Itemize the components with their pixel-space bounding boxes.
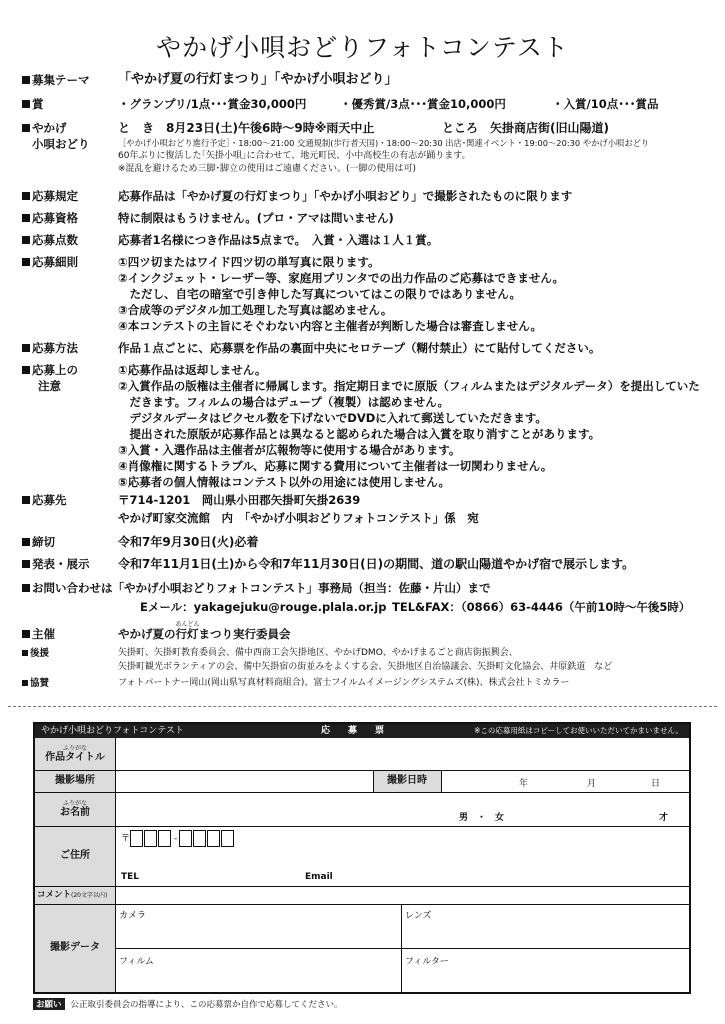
event-note: ※混乱を避けるため三脚･脚立の使用はご遠慮ください。(一脚の使用は可) <box>118 164 417 174</box>
notes-line: ①応募作品は返却しません。 <box>118 363 267 377</box>
method-label: 応募方法 <box>32 341 78 355</box>
comment-label: コメント <box>37 889 72 900</box>
details-line: ④本コンテストの主旨にそぐわない内容と主催者が判断した場合は審査しません。 <box>118 319 542 333</box>
details-line: ①四ツ切またはワイド四ツ切の単写真に限ります。 <box>118 255 380 269</box>
destination-label: 応募先 <box>32 493 67 507</box>
bullet-square-icon <box>22 366 30 374</box>
eligibility-value: 特に制限はもうけません。(プロ・アマは問いません) <box>118 211 394 225</box>
bullet-square-icon <box>22 538 30 546</box>
method-value: 作品１点ごとに、応募票を作品の裏面中央にセロテープ（糊付禁止）にて貼付してください。 <box>118 341 601 355</box>
details-line: ただし、自宅の暗室で引き伸した写真についてはこの限りではありません。 <box>118 287 521 301</box>
bullet-square-icon <box>22 630 30 638</box>
support-line: 矢掛町、矢掛町教育委員会、備中西商工会矢掛地区、やかげDMO、やかげまるごと商店街振興会、 <box>118 648 518 658</box>
event-desc: 60年ぶりに復活した｢矢掛小唄｣に合わせて、地元町民、小中高校生の有志が踊ります。 <box>118 151 471 161</box>
notes-line: ②入賞作品の版権は主催者に帰属します。指定期日までに原版（フィルムまたはデジタルデータ）を提出していた <box>118 379 700 393</box>
bullet-square-icon <box>22 192 30 200</box>
event-label-1: やかげ <box>32 121 67 135</box>
place-label-cell <box>35 770 115 792</box>
deadline-label: 締切 <box>32 535 55 549</box>
rule-value: 応募作品は「やかげ夏の行灯まつり」「やかげ小唄おどり」で撮影されたものに限ります <box>118 189 573 203</box>
bullet-square-icon <box>22 124 30 132</box>
bullet-square-icon <box>22 258 30 266</box>
title-label-cell: ふりがな 作品タイトル <box>35 738 115 770</box>
place-input[interactable] <box>116 771 372 791</box>
gender-choice[interactable]: 男 ・ 女 <box>459 813 505 823</box>
age-unit: 才 <box>659 813 669 823</box>
form-header-title: やかげ小唄おどりフォトコンテスト <box>41 726 184 736</box>
sponsor-label: 協賛 <box>30 678 50 689</box>
notes-line: ③入賞・入選作品は主催者が広報物等に使用する場合があります。 <box>118 443 461 457</box>
tel-label: TEL <box>121 872 140 882</box>
notes-line: だきます。フィルムの場合はデュープ（複製）は認めません。 <box>118 395 449 409</box>
notes-line: 提出された原版が応募作品とは異なると認められた場合は入賞を取り消すことがあります。 <box>118 427 601 441</box>
data-label: 撮影データ <box>50 942 100 953</box>
email-label: Email <box>305 872 333 882</box>
count-value: 応募者1名様につき作品は5点まで。 入賞・入選は１人１賞。 <box>118 233 439 247</box>
entry-form <box>33 722 691 994</box>
contact-line: お問い合わせは「やかげ小唄おどりフォトコンテスト」事務局（担当：佐藤・片山）まで <box>32 581 491 595</box>
prize-grand: ・グランプリ/1点･･･賞金30,000円 <box>118 97 307 111</box>
title-input[interactable] <box>116 739 688 769</box>
organizer-ruby: あんどん <box>175 621 200 628</box>
bullet-square-icon <box>22 236 30 244</box>
filter-label: フィルター <box>405 957 449 967</box>
event-place: ところ 矢掛商店街(旧山陽道) <box>442 121 609 135</box>
place-label: 撮影場所 <box>55 775 95 786</box>
comment-note: (20文字以内) <box>71 891 108 899</box>
prize-label: 賞 <box>32 97 44 111</box>
page-title: やかげ小唄おどりフォトコンテスト <box>156 33 569 62</box>
bullet-square-icon <box>22 560 30 568</box>
form-header-center: 応 募 票 <box>321 726 385 736</box>
destination-office: やかげ町家交流館 内 「やかげ小唄おどりフォトコンテスト」係 宛 <box>118 511 479 525</box>
address-label-cell <box>35 826 115 886</box>
postal-mark: 〒 <box>121 834 131 844</box>
contact-tel: TEL&FAX：（0866）63-4446（午前10時〜午後5時） <box>392 600 691 614</box>
theme-label: 募集テーマ <box>32 73 90 87</box>
theme-value: 「やかげ夏の行灯まつり」「やかげ小唄おどり」 <box>118 72 398 87</box>
footer-note <box>33 998 343 1010</box>
deadline-value: 令和7年9月30日(火)必着 <box>118 535 259 549</box>
support-label: 後援 <box>30 648 50 659</box>
prize-entry: ・入賞/10点･･･賞品 <box>552 97 659 111</box>
camera-label: カメラ <box>119 911 147 921</box>
destination-address: 〒714-1201 岡山県小田郡矢掛町矢掛2639 <box>118 493 361 507</box>
footer-text: 公正取引委員会の指導により、この応募票か自作で応募してください。 <box>70 1000 343 1010</box>
name-label: お名前 <box>60 806 90 818</box>
date-label: 撮影日時 <box>387 775 427 786</box>
footer-tag: お願い <box>33 998 65 1010</box>
bullet-square-icon <box>22 214 30 222</box>
organizer-label: 主催 <box>32 627 55 641</box>
notes-line: デジタルデータはピクセル数を下げないでDVDに入れて郵送していただきます。 <box>118 411 547 425</box>
bullet-square-icon <box>22 100 30 108</box>
title-label: 作品タイトル <box>45 751 105 763</box>
notes-label-2: 注意 <box>38 379 61 393</box>
film-label: フィルム <box>119 957 154 967</box>
bullet-square-icon <box>22 584 30 592</box>
postal-code-boxes[interactable]: 〒 - <box>121 830 235 847</box>
notes-label-1: 応募上の <box>32 363 78 377</box>
notes-line: ⑤応募者の個人情報はコンテスト以外の用途には使用しません。 <box>118 475 450 489</box>
address-label: ご住所 <box>60 850 90 861</box>
exhibit-value: 令和7年11月1日(土)から令和7年11月30日(日)の期間、道の駅山陽道やかげ宿で展示します。 <box>118 557 635 571</box>
details-line: ③合成等のデジタル加工処理した写真は認めません。 <box>118 303 393 317</box>
contact-email: Eメール：yakagejuku@rouge.plala.or.jp <box>140 600 387 614</box>
rule-label: 応募規定 <box>32 189 78 203</box>
form-header-note: ※この応募用紙はコピーしてお使いいただいてかまいません。 <box>474 726 683 735</box>
name-label-cell: ふりがな お名前 <box>35 792 115 826</box>
lens-label: レンズ <box>405 911 432 921</box>
date-year: 年 <box>519 779 529 789</box>
bullet-square-icon <box>22 344 30 352</box>
event-schedule: ［やかげ小唄おどり進行予定］・18:00〜21:00 交通規制(歩行者天国)・18:00〜20:30 出店･関連イベント・19:00〜20:30 やかげ小唄おどり <box>118 138 650 148</box>
comment-label-cell <box>35 886 115 904</box>
bullet-square-icon <box>22 496 30 504</box>
form-header <box>35 724 689 738</box>
details-line: ②インクジェット・レーザー等、家庭用プリンタでの出力作品のご応募はできません。 <box>118 271 565 285</box>
date-month: 月 <box>587 779 597 789</box>
bullet-square-icon <box>22 650 28 656</box>
bullet-square-icon <box>22 76 30 84</box>
cut-line <box>8 706 717 707</box>
organizer-value: やかげ夏の あんどん 行灯まつり実行委員会 <box>118 626 291 642</box>
details-label: 応募細則 <box>32 255 78 269</box>
date-label-cell <box>373 770 441 792</box>
notes-line: ④肖像権に関するトラブル、応募に関する費用について主催者は一切関わりません。 <box>118 459 553 473</box>
data-label-cell <box>35 904 115 992</box>
date-day: 日 <box>651 779 661 789</box>
exhibit-label: 発表・展示 <box>32 557 90 571</box>
prize-excellent: ・優秀賞/3点･･･賞金10,000円 <box>340 97 506 111</box>
eligibility-label: 応募資格 <box>32 211 78 225</box>
sponsor-value: フォトパートナー岡山(岡山県写真材料商組合)、富士フイルムイメージングシステムズ(株)、株式会社トミカラー <box>118 678 570 688</box>
event-label-2: 小唄おどり <box>32 137 90 151</box>
bullet-square-icon <box>22 680 28 686</box>
count-label: 応募点数 <box>32 233 78 247</box>
event-time: と き 8月23日(土)午後6時〜9時※雨天中止 <box>118 121 375 135</box>
support-line: 矢掛町観光ボランティアの会、備中矢掛宿の街並みをよくする会、矢掛地区自治協議会、矢掛町文化協会、井原鉄道 など <box>118 662 613 672</box>
